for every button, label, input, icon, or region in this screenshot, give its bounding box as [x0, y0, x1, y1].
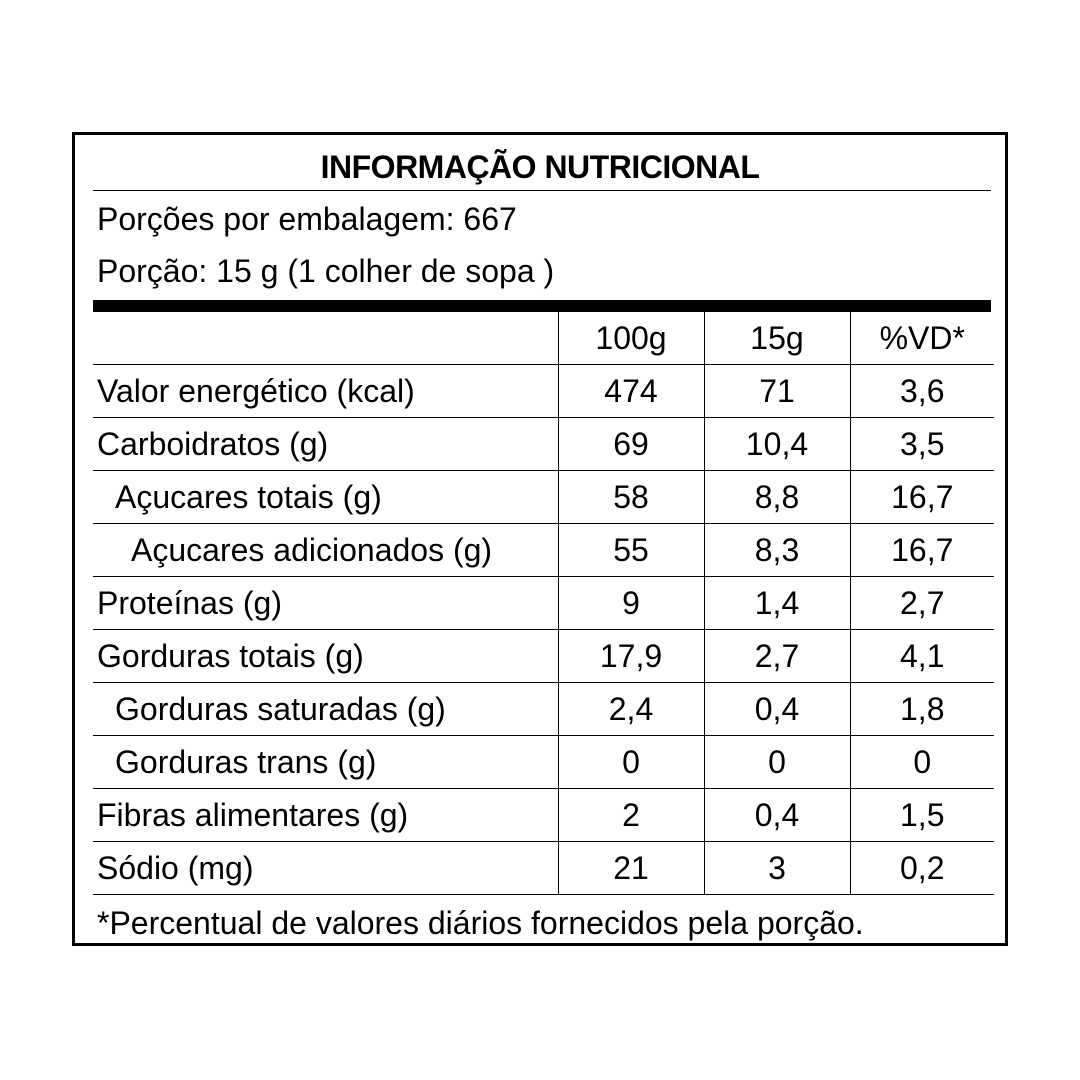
- header-label-cell: [93, 312, 558, 365]
- value-15g: 71: [704, 365, 850, 418]
- nutrient-label: Proteínas (g): [93, 577, 558, 630]
- value-15g: 2,7: [704, 630, 850, 683]
- value-vd: 3,6: [850, 365, 994, 418]
- title-divider: [93, 190, 991, 191]
- nutrition-label: [72, 132, 1008, 946]
- value-vd: 0: [850, 736, 994, 789]
- footnote: *Percentual de valores diários fornecidos pela porção.: [97, 905, 864, 941]
- table-row: [93, 471, 994, 524]
- nutrient-label: Açucares adicionados (g): [93, 524, 558, 577]
- table-row: [93, 630, 994, 683]
- value-vd: 2,7: [850, 577, 994, 630]
- value-vd: 16,7: [850, 471, 994, 524]
- value-vd: 4,1: [850, 630, 994, 683]
- table-row: [93, 736, 994, 789]
- nutrient-label: Gorduras trans (g): [93, 736, 558, 789]
- header-15g: 15g: [704, 312, 850, 365]
- value-15g: 0: [704, 736, 850, 789]
- table-row: [93, 842, 994, 895]
- value-15g: 8,3: [704, 524, 850, 577]
- value-100g: 2: [558, 789, 704, 842]
- value-15g: 1,4: [704, 577, 850, 630]
- value-100g: 17,9: [558, 630, 704, 683]
- nutrition-table: [93, 312, 994, 895]
- value-100g: 58: [558, 471, 704, 524]
- nutrient-label: Valor energético (kcal): [93, 365, 558, 418]
- nutrient-label: Sódio (mg): [93, 842, 558, 895]
- table-row: [93, 683, 994, 736]
- value-15g: 10,4: [704, 418, 850, 471]
- value-vd: 1,8: [850, 683, 994, 736]
- table-row: [93, 789, 994, 842]
- nutrient-label: Carboidratos (g): [93, 418, 558, 471]
- value-15g: 3: [704, 842, 850, 895]
- value-100g: 474: [558, 365, 704, 418]
- nutrient-label: Fibras alimentares (g): [93, 789, 558, 842]
- label-title: INFORMAÇÃO NUTRICIONAL: [320, 149, 760, 185]
- header-100g: 100g: [558, 312, 704, 365]
- portion-size: Porção: 15 g (1 colher de sopa ): [97, 253, 555, 289]
- value-vd: 1,5: [850, 789, 994, 842]
- value-15g: 8,8: [704, 471, 850, 524]
- servings-per-package: Porções por embalagem: 667: [97, 201, 517, 237]
- nutrient-label: Gorduras saturadas (g): [93, 683, 558, 736]
- value-vd: 0,2: [850, 842, 994, 895]
- value-15g: 0,4: [704, 683, 850, 736]
- value-100g: 2,4: [558, 683, 704, 736]
- thick-divider: [93, 300, 991, 312]
- table-row: [93, 577, 994, 630]
- value-100g: 21: [558, 842, 704, 895]
- value-100g: 9: [558, 577, 704, 630]
- nutrient-label: Gorduras totais (g): [93, 630, 558, 683]
- value-100g: 69: [558, 418, 704, 471]
- header-vd: %VD*: [850, 312, 994, 365]
- nutrient-label: Açucares totais (g): [93, 471, 558, 524]
- table-row: [93, 365, 994, 418]
- table-header-row: [93, 312, 994, 365]
- value-100g: 55: [558, 524, 704, 577]
- value-vd: 3,5: [850, 418, 994, 471]
- value-vd: 16,7: [850, 524, 994, 577]
- table-row: [93, 418, 994, 471]
- table-row: [93, 524, 994, 577]
- value-100g: 0: [558, 736, 704, 789]
- value-15g: 0,4: [704, 789, 850, 842]
